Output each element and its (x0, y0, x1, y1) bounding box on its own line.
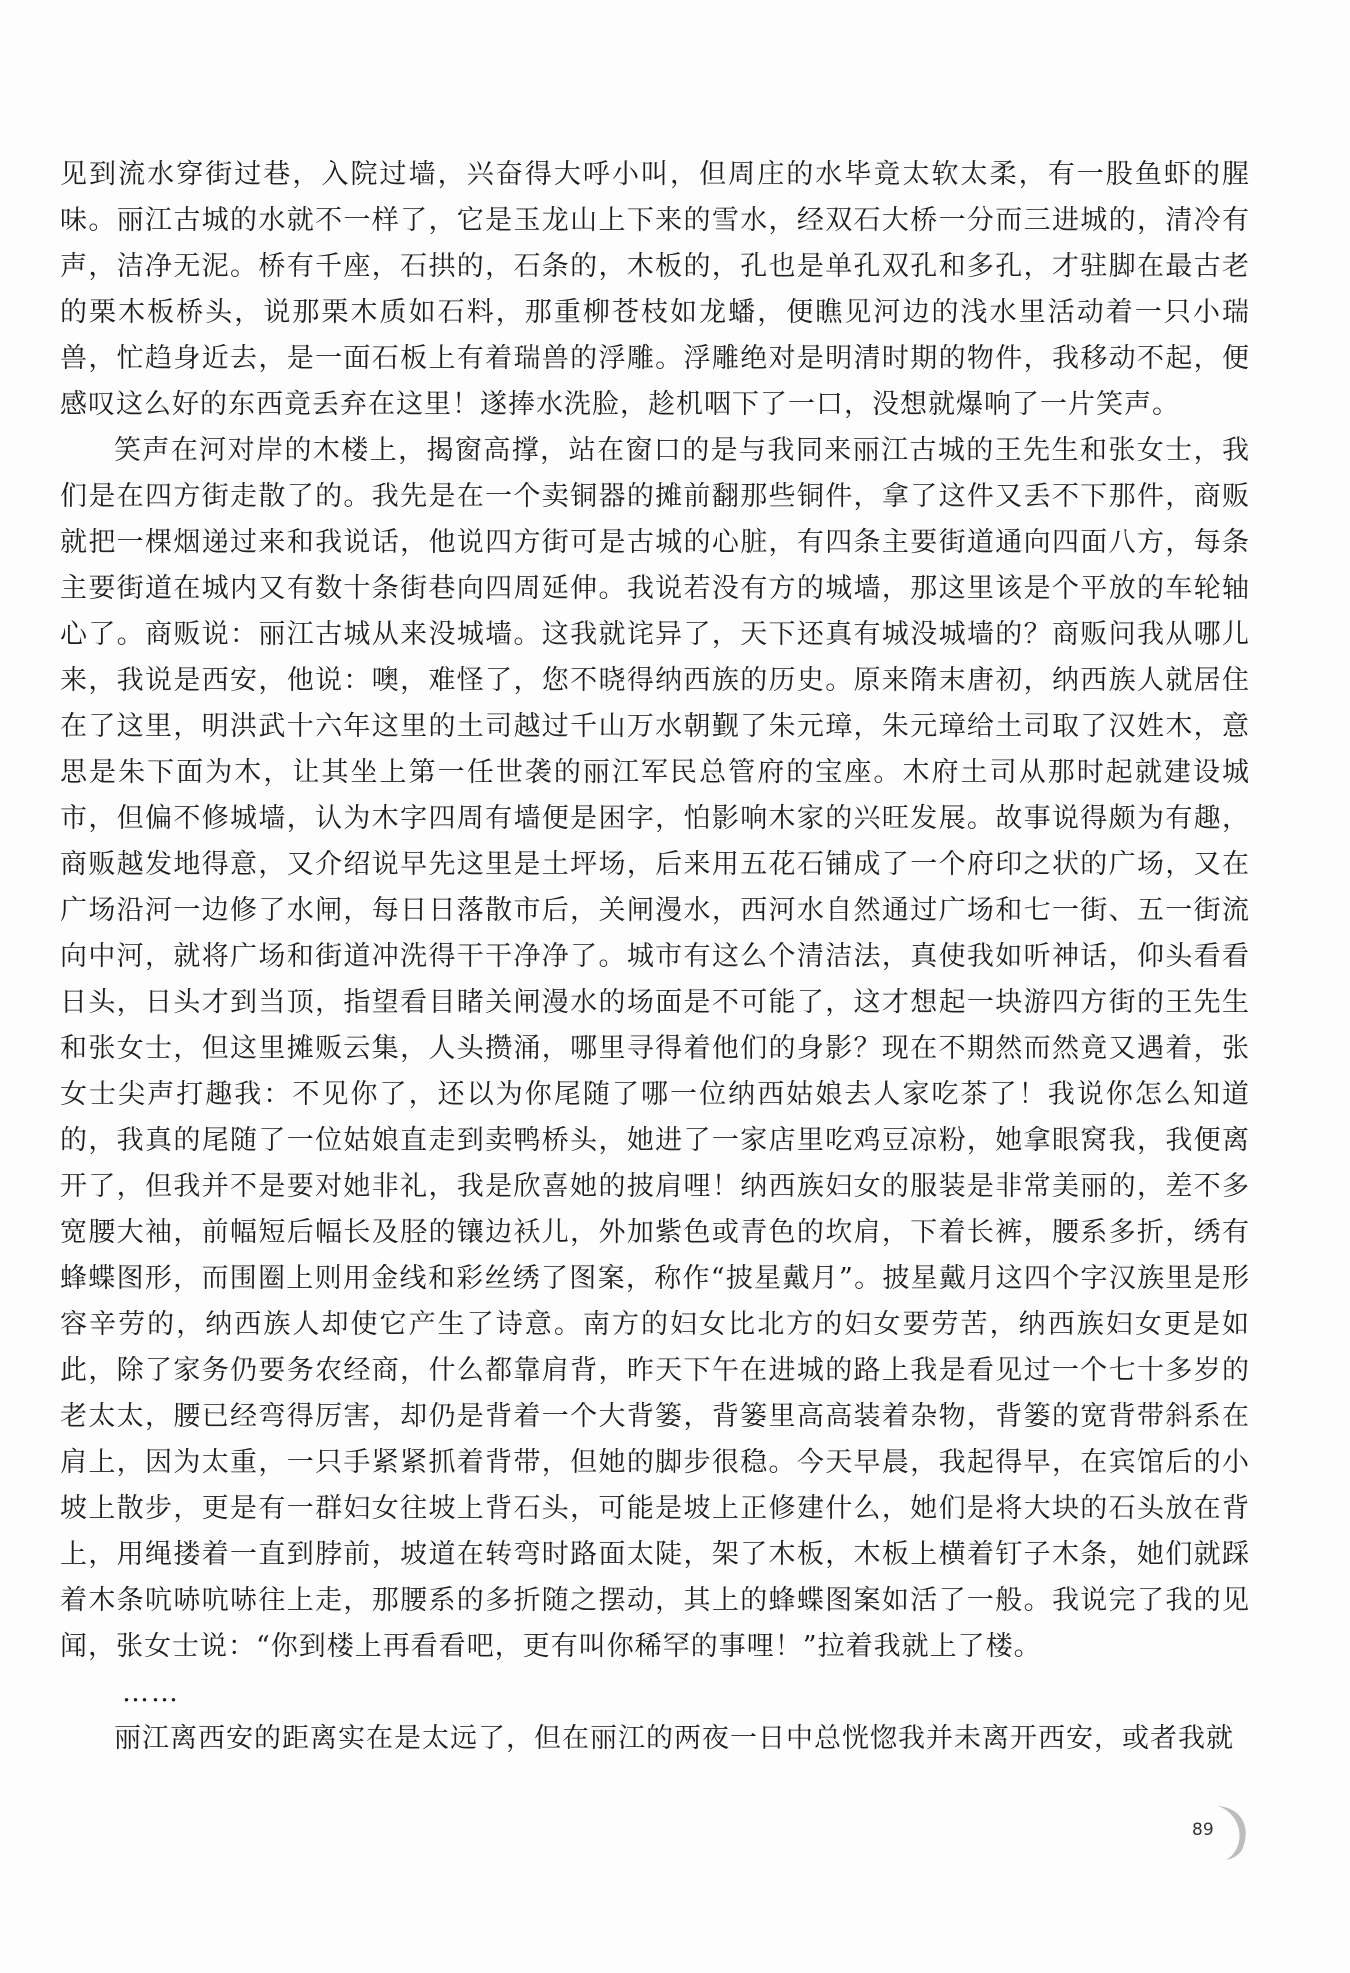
page-number: 89 (1192, 1820, 1214, 1840)
body-text (60, 152, 1250, 1762)
page-number-ornament (1180, 1802, 1260, 1862)
section-ellipsis: …… (122, 1677, 180, 1708)
paragraph-1: 见到流水穿街过巷，入院过墙，兴奋得大呼小叫，但周庄的水毕竟太软太柔，有一股鱼虾的腥味。丽江古城的水就不一样了，它是玉龙山上下来的雪水，经双石大桥一分而三进城的，清冷有声，洁净无泥。桥有千座，石拱的，石条的，木板的，孔也是单孔双孔和多孔，才驻脚在最古老的栗木板桥头，说那栗木质如石料，那重柳苍枝如龙蟠，便瞧见河边的浅水里活动着一只小瑞兽，忙趋身近去，是一面石板上有着瑞兽的浮雕。浮雕绝对是明清时期的物件，我移动不起，便感叹这么好的东西竟丢弃在这里！遂捧水洗脸，趁机咽下了一口，没想就爆响了一片笑声。 (60, 159, 1250, 420)
paragraph-3: 丽江离西安的距离实在是太远了，但在丽江的两夜一日中总恍惚我并未离开西安，或者我就 (114, 1723, 1234, 1754)
paragraph-2: 笑声在河对岸的木楼上，揭窗高撑，站在窗口的是与我同来丽江古城的王先生和张女士，我们是在四方街走散了的。我先是在一个卖铜器的摊前翻那些铜件，拿了这件又丢不下那件，商贩就把一棵烟递过来和我说话，他说四方街可是古城的心脏，有四条主要街道通向四面八方，每条主要街道在城内又有数十条街巷向四周延伸。我说若没有方的城墙，那这里该是个平放的车轮轴心了。商贩说：丽江古城从来没城墙。这我就诧异了，天下还真有城没城墙的？商贩问我从哪儿来，我说是西安，他说：噢，难怪了，您不晓得纳西族的历史。原来隋末唐初，纳西族人就居住在了这里，明洪武十六年这里的土司越过千山万水朝觐了朱元璋，朱元璋给土司取了汉姓木，意思是朱下面为木，让其坐上第一任世袭的丽江军民总管府的宝座。木府土司从那时起就建设城市，但偏不修城墙，认为木字四周有墙便是困字，怕影响木家的兴旺发展。故事说得颇为有趣，商贩越发地得意，又介绍说早先这里是土坪场，后来用五花石铺成了一个府印之状的广场，又在广场沿河一边修了水闸，每日日落散市后，关闸漫水，西河水自然通过广场和七一街、五一街流向中河，就将广场和街道冲洗得干干净净了。城市有这么个清洁法，真使我如听神话，仰头看看日头，日头才到当顶，指望看目睹关闸漫水的场面是不可能了，这才想起一块游四方街的王先生和张女士，但这里摊贩云集，人头攒涌，哪里寻得着他们的身影？现在不期然而然竟又遇着，张女士尖声打趣我：不见你了，还以为你尾随了哪一位纳西姑娘去人家吃茶了！我说你怎么知道的，我真的尾随了一位姑娘直走到卖鸭桥头，她进了一家店里吃鸡豆凉粉，她拿眼窝我，我便离开了，但我并不是要对她非礼，我是欣喜她的披肩哩！纳西族妇女的服装是非常美丽的，差不多宽腰大袖，前幅短后幅长及胫的镶边袄儿，外加紫色或青色的坎肩，下着长裤，腰系多折，绣有蜂蝶图形，而围圈上则用金线和彩丝绣了图案，称作“披星戴月”。披星戴月这四个字汉族里是形容辛劳的，纳西族人却使它产生了诗意。南方的妇女比北方的妇女要劳苦，纳西族妇女更是如此，除了家务仍要务农经商，什么都靠肩背，昨天下午在进城的路上我是看见过一个七十多岁的老太太，腰已经弯得厉害，却仍是背着一个大背篓，背篓里高高装着杂物，背篓的宽背带斜系在肩上，因为太重，一只手紧紧抓着背带，但她的脚步很稳。今天早晨，我起得早，在宾馆后的小坡上散步，更是有一群妇女往坡上背石头，可能是坡上正修建什么，她们是将大块的石头放在背上，用绳搂着一直到脖前，坡道在转弯时路面太陡，架了木板，木板上横着钉子木条，她们就踩着木条吭哧吭哧往上走，那腰系的多折随之摆动，其上的蜂蝶图案如活了一般。我说完了我的见闻，张女士说：“你到楼上再看看吧，更有叫你稀罕的事哩！”拉着我就上了楼。 (60, 435, 1250, 1662)
